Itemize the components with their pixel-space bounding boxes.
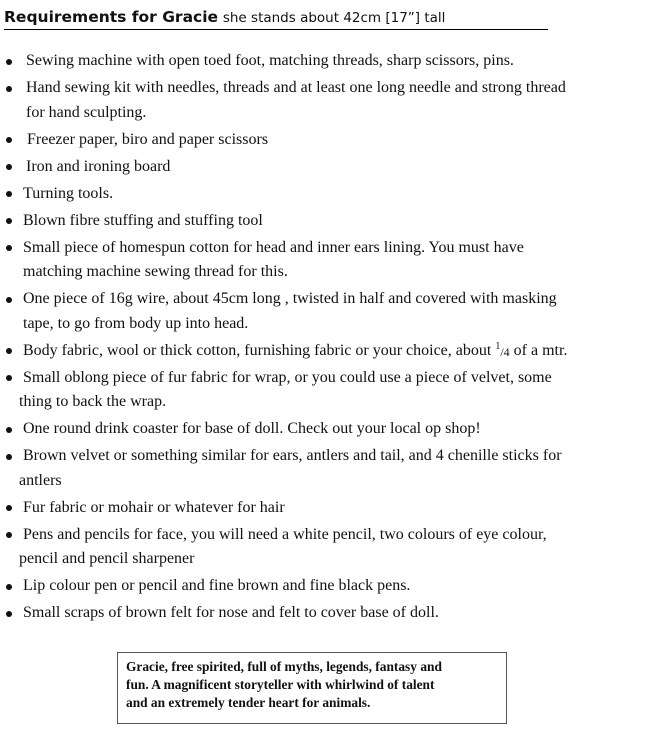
list-item [0,76,651,125]
bullet-icon [6,584,12,590]
bullet-icon [6,218,12,224]
callout-line: Gracie, free spirited, full of myths, legends, fantasy and [126,659,442,674]
list-item [0,339,651,364]
bullet-icon [6,86,12,92]
item-text: Brown velvet or something similar for ears, antlers and tail, and 4 chenille sticks for [23,447,562,464]
callout-line: and an extremely tender heart for animals. [126,695,371,710]
list-item [0,128,651,153]
list-item [0,523,651,572]
callout-line: fun. A magnificent storyteller with whirlwind of talent [126,677,435,692]
item-text: Sewing machine with open toed foot, matching threads, sharp scissors, pins. [26,52,514,69]
list-item [0,496,651,521]
bullet-icon [6,348,12,354]
list-item [0,601,651,626]
bullet-icon [6,164,12,170]
bullet-icon [6,59,12,65]
list-item [0,49,651,74]
fraction-denominator: /4 [500,344,510,359]
fraction [495,342,509,359]
item-text: for hand sculpting. [26,103,147,121]
item-text: matching machine sewing thread for this. [23,263,288,280]
bullet-icon [6,532,12,538]
item-text: Blown fibre stuffing and stuffing tool [23,211,263,229]
page-heading [4,8,548,30]
item-text: One round drink coaster for base of doll. Check out your local op shop! [23,420,481,437]
bullet-icon [6,137,12,143]
list-item [0,366,651,415]
heading-subtitle: she stands about 42cm [17”] tall [222,10,446,26]
item-text-part: of a mtr. [509,341,568,359]
fraction-numerator: 1 [495,340,501,352]
bullet-icon [6,297,12,303]
list-item [0,287,651,336]
item-text: Small scraps of brown felt for nose and felt to cover base of doll. [23,604,439,621]
item-text: Iron and ironing board [26,157,171,175]
list-item [0,209,651,234]
bullet-icon [6,191,12,197]
item-text: Small oblong piece of fur fabric for wrap, or you could use a piece of velvet, some [23,368,552,386]
bullet-icon [6,454,12,460]
item-text: thing to back the wrap. [19,393,167,410]
item-text: antlers [19,471,62,489]
list-item [0,236,651,285]
heading-title: Requirements for Gracie [4,8,219,26]
item-text: Hand sewing kit with needles, threads and at least one long needle and strong thread [26,79,566,96]
item-text: Turning tools. [23,184,114,202]
item-text-part: Body fabric, wool or thick cotton, furnishing fabric or your choice, about [23,341,496,359]
bullet-icon [6,505,12,511]
list-item [0,155,651,180]
bullet-icon [6,611,12,617]
item-text [23,339,651,364]
item-text: Fur fabric or mohair or whatever for hair [23,498,285,516]
bullet-icon [6,427,12,433]
list-item [0,417,651,442]
item-text: Lip colour pen or pencil and fine brown and fine black pens. [23,577,411,594]
item-text: pencil and pencil sharpener [19,550,195,567]
item-text: Small piece of homespun cotton for head and inner ears lining. You must have [23,238,524,256]
bullet-icon [6,375,12,381]
character-description-box [117,652,507,724]
requirements-list [0,49,651,628]
item-text: Pens and pencils for face, you will need a white pencil, two colours of eye colour, [23,525,547,543]
item-text: tape, to go from body up into head. [23,314,249,332]
item-text: Freezer paper, biro and paper scissors [27,130,269,148]
list-item [0,444,651,493]
item-text: One piece of 16g wire, about 45cm long , twisted in half and covered with masking [23,290,557,307]
bullet-icon [6,245,12,251]
list-item [0,182,651,207]
list-item [0,574,651,599]
